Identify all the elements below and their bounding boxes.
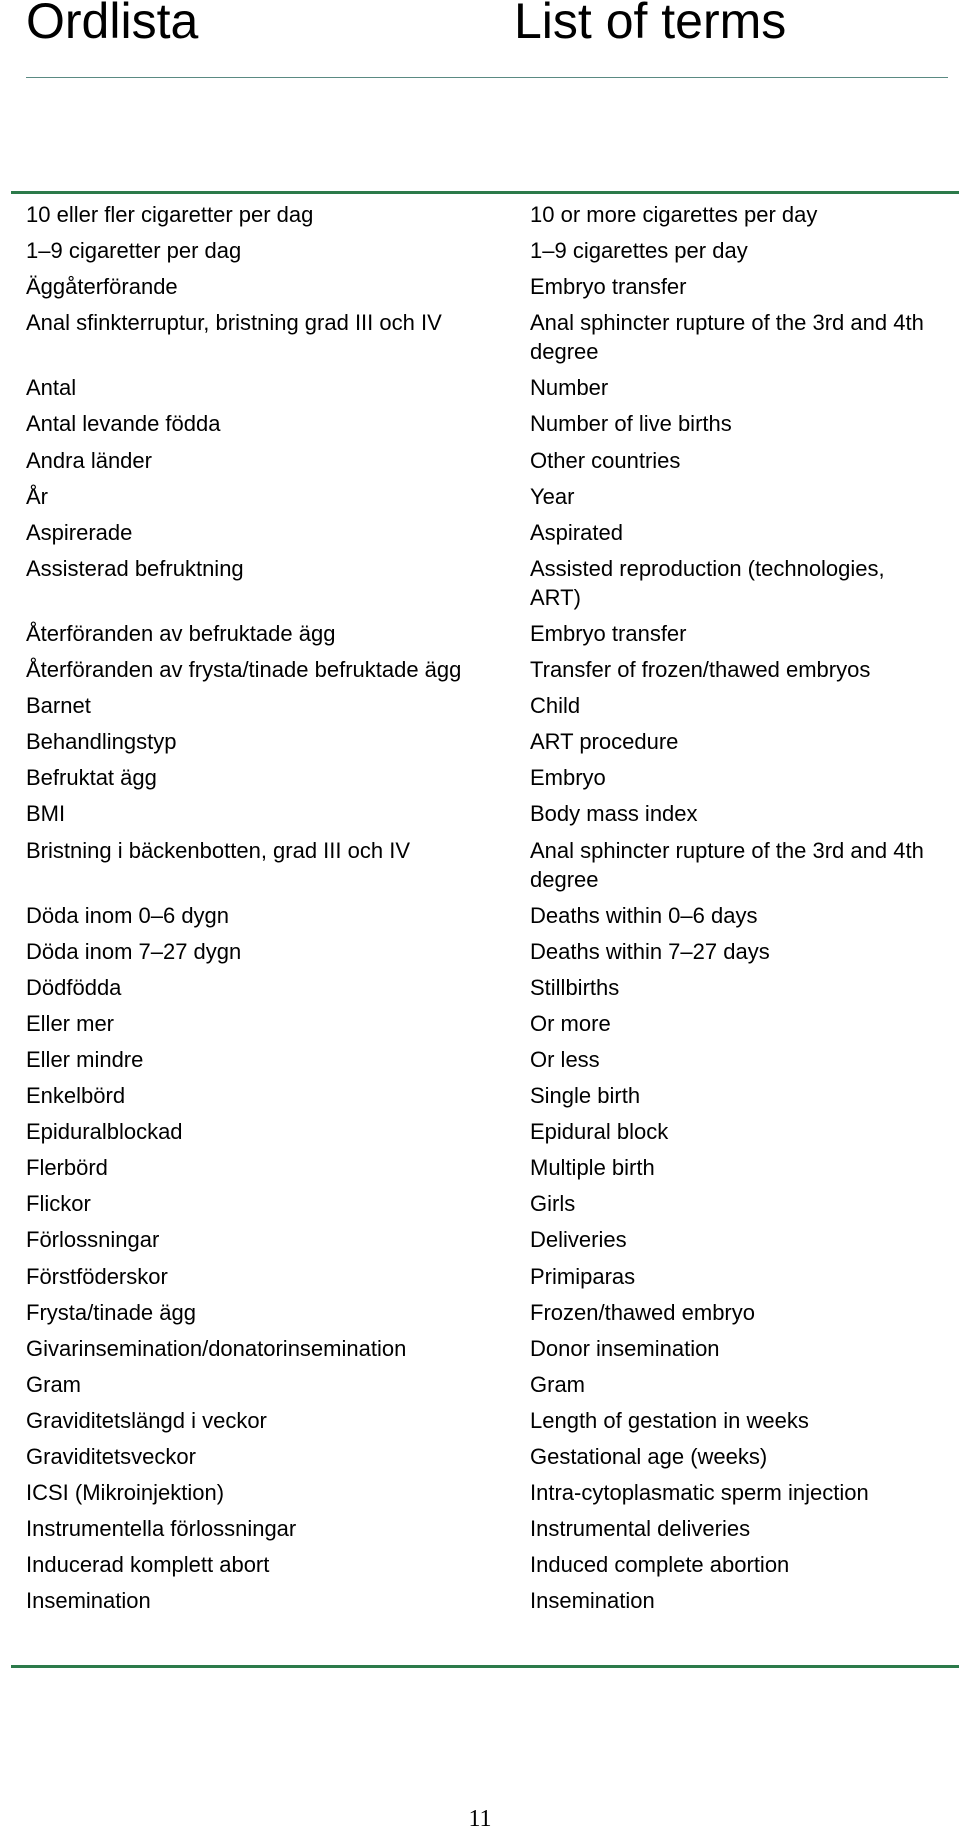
- glossary-row: [26, 1117, 946, 1153]
- term-english: Number of live births: [530, 411, 732, 437]
- table-top-rule: [11, 191, 959, 194]
- term-swedish: Graviditetslängd i veckor: [26, 1407, 267, 1433]
- term-swedish: Enkelbörd: [26, 1083, 126, 1109]
- term-english: 1–9 cigarettes per day: [530, 238, 748, 264]
- term-english: Frozen/thawed embryo: [530, 1299, 755, 1325]
- term-english: Gestational age (weeks): [530, 1444, 768, 1469]
- term-english: Insemination: [530, 1588, 655, 1614]
- term-english: Embryo: [530, 765, 606, 791]
- glossary-row: [26, 727, 946, 763]
- glossary-row: [26, 308, 946, 373]
- glossary-row: [26, 200, 946, 236]
- term-english: Multiple birth: [530, 1155, 655, 1181]
- term-swedish: Döda inom 7–27 dygn: [26, 938, 242, 964]
- term-swedish: Antal: [26, 375, 77, 401]
- term-swedish: Förlossningar: [26, 1227, 160, 1253]
- term-english: Epidural block: [530, 1119, 669, 1145]
- glossary-row: [26, 763, 946, 799]
- term-swedish: Dödfödda: [26, 974, 122, 1000]
- term-english: Or less: [530, 1046, 600, 1072]
- glossary-table: [26, 200, 946, 1622]
- glossary-row: [26, 1153, 946, 1189]
- term-swedish: 1–9 cigaretter per dag: [26, 238, 242, 264]
- glossary-row: [26, 901, 946, 937]
- glossary-row: [26, 1225, 946, 1261]
- term-swedish: Döda inom 0–6 dygn: [26, 902, 230, 928]
- glossary-row: [26, 1586, 946, 1622]
- term-english: Donor insemination: [530, 1335, 720, 1361]
- term-swedish: Äggåterförande: [26, 274, 178, 300]
- term-english: Stillbirths: [530, 974, 620, 1000]
- glossary-row: [26, 409, 946, 445]
- term-swedish: Insemination: [26, 1588, 151, 1614]
- glossary-row: [26, 373, 946, 409]
- term-english: Child: [530, 693, 581, 719]
- term-english: Length of gestation in weeks: [530, 1407, 809, 1433]
- page-number: 11: [468, 1806, 492, 1832]
- term-english: Transfer of frozen/thawed embryos: [530, 657, 871, 683]
- term-english: Gram: [530, 1371, 585, 1397]
- term-english: Or more: [530, 1010, 611, 1036]
- term-english: Deliveries: [530, 1227, 627, 1253]
- glossary-row: [26, 272, 946, 308]
- term-english: ART procedure: [530, 729, 679, 755]
- glossary-row: [26, 655, 946, 691]
- glossary-row: [26, 691, 946, 727]
- term-swedish: Givarinsemination/donatorinsemination: [26, 1335, 407, 1361]
- term-english: Single birth: [530, 1083, 641, 1109]
- term-swedish: Graviditetsveckor: [26, 1444, 196, 1469]
- term-english: Number: [530, 375, 609, 401]
- glossary-row: [26, 518, 946, 554]
- term-swedish: År: [26, 483, 48, 509]
- term-english: Aspirated: [530, 519, 623, 545]
- term-swedish: Eller mindre: [26, 1046, 144, 1072]
- term-english: Deaths within 0–6 days: [530, 902, 758, 928]
- term-swedish: Återföranden av frysta/tinade befruktade ägg: [26, 657, 462, 683]
- glossary-row: [26, 1514, 946, 1550]
- glossary-row: [26, 1478, 946, 1514]
- term-english: Deaths within 7–27 days: [530, 938, 770, 964]
- term-swedish: Befruktat ägg: [26, 765, 157, 791]
- glossary-row: [26, 619, 946, 655]
- glossary-row: [26, 1298, 946, 1334]
- glossary-row: [26, 836, 946, 901]
- glossary-row: [26, 446, 946, 482]
- glossary-row: [26, 1189, 946, 1225]
- title-swedish: Ordlista: [26, 0, 199, 49]
- glossary-row: [26, 973, 946, 1009]
- term-english: Induced complete abortion: [530, 1552, 790, 1578]
- term-swedish: 10 eller fler cigaretter per dag: [26, 202, 314, 227]
- term-english: Other countries: [530, 447, 681, 473]
- glossary-row: [26, 1442, 946, 1478]
- term-swedish: BMI: [26, 801, 66, 827]
- glossary-row: [26, 1370, 946, 1406]
- term-english: 10 or more cigarettes per day: [530, 202, 818, 227]
- term-swedish: Gram: [26, 1371, 81, 1397]
- term-swedish: Behandlingstyp: [26, 729, 177, 755]
- term-english: Anal sphincter rupture of the 3rd and 4th degree: [530, 310, 924, 365]
- term-swedish: ICSI (Mikroinjektion): [26, 1480, 225, 1506]
- glossary-row: [26, 937, 946, 973]
- glossary-row: [26, 482, 946, 518]
- term-swedish: Bristning i bäckenbotten, grad III och IV: [26, 837, 411, 863]
- term-swedish: Antal levande födda: [26, 411, 221, 437]
- term-swedish: Epiduralblockad: [26, 1119, 183, 1145]
- glossary-row: [26, 554, 946, 619]
- glossary-row: [26, 1406, 946, 1442]
- term-swedish: Eller mer: [26, 1010, 115, 1036]
- term-swedish: Instrumentella förlossningar: [26, 1516, 297, 1542]
- term-swedish: Flickor: [26, 1191, 91, 1217]
- table-bottom-rule: [11, 1665, 959, 1668]
- term-swedish: Inducerad komplett abort: [26, 1552, 270, 1578]
- term-swedish: Assisterad befruktning: [26, 555, 244, 581]
- glossary-row: [26, 236, 946, 272]
- term-english: Embryo transfer: [530, 274, 687, 300]
- glossary-row: [26, 1081, 946, 1117]
- term-swedish: Barnet: [26, 693, 91, 719]
- term-english: Embryo transfer: [530, 620, 687, 646]
- term-swedish: Frysta/tinade ägg: [26, 1299, 196, 1325]
- title-english: List of terms: [514, 0, 787, 49]
- term-swedish: Återföranden av befruktade ägg: [26, 620, 336, 646]
- term-swedish: Flerbörd: [26, 1155, 108, 1181]
- glossary-row: [26, 1262, 946, 1298]
- glossary-row: [26, 1334, 946, 1370]
- term-swedish: Andra länder: [26, 447, 152, 473]
- glossary-row: [26, 1550, 946, 1586]
- term-swedish: Anal sfinkterruptur, bristning grad III och IV: [26, 310, 442, 336]
- title-divider: [26, 77, 948, 78]
- glossary-row: [26, 1045, 946, 1081]
- term-english: Body mass index: [530, 801, 698, 827]
- term-swedish: Aspirerade: [26, 519, 133, 545]
- term-swedish: Förstföderskor: [26, 1263, 168, 1289]
- term-english: Primiparas: [530, 1263, 636, 1289]
- glossary-row: [26, 799, 946, 835]
- term-english: Instrumental deliveries: [530, 1516, 751, 1542]
- term-english: Assisted reproduction (technologies, ART): [530, 555, 885, 610]
- term-english: Girls: [530, 1191, 576, 1217]
- glossary-row: [26, 1009, 946, 1045]
- term-english: Year: [530, 483, 575, 509]
- term-english: Intra-cytoplasmatic sperm injection: [530, 1480, 869, 1506]
- term-english: Anal sphincter rupture of the 3rd and 4th degree: [530, 837, 924, 892]
- page-header: [26, 0, 946, 60]
